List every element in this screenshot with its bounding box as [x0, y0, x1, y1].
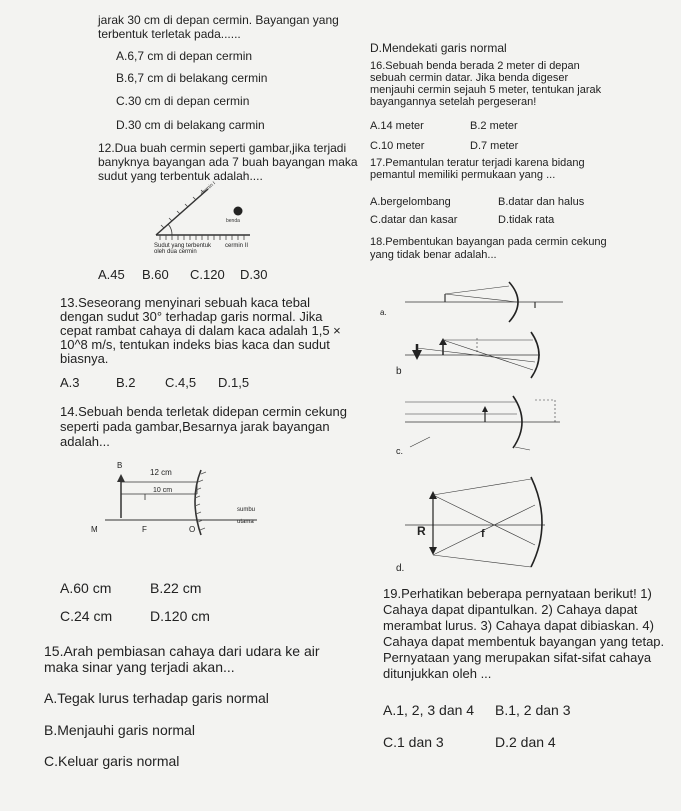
q14-option-c: C.24 cm — [60, 608, 113, 624]
q13-text-line2: dengan sudut 30° terhadap garis normal. Jika — [60, 309, 323, 324]
q14-point-f: F — [142, 525, 147, 534]
q18-d-r-label: R — [417, 524, 426, 538]
q18-diagram-a — [405, 280, 565, 325]
q13-text-line3: cepat rambat cahaya di dalam kaca adalah 1,5 × — [60, 323, 341, 338]
q19-text-line6: ditunjukkan oleh ... — [383, 666, 492, 681]
q12-option-a: A.45 — [98, 267, 125, 282]
q15-option-c: C.Keluar garis normal — [44, 753, 180, 769]
q14-distance-12: 12 cm — [150, 468, 172, 477]
q12-benda-label: benda — [226, 218, 240, 224]
q18-label-d: d. — [396, 563, 405, 574]
q13-text-line5: biasnya. — [60, 351, 109, 366]
q19-option-d: D.2 dan 4 — [495, 734, 556, 750]
q14-point-m: M — [91, 525, 98, 534]
q18-d-f-label: f — [481, 528, 485, 540]
q19-text-line5: Pernyataan yang merupakan sifat-sifat cahaya — [383, 650, 652, 665]
q11-option-b: B.6,7 cm di belakang cermin — [116, 71, 268, 85]
q16-text-line3: menjauhi cermin sejauh 5 meter, tentukan jarak — [370, 84, 602, 96]
q14-utama-label: utama — [237, 519, 254, 525]
q16-text-line4: bayangannya setelah pergeseran! — [370, 96, 537, 108]
q16-option-a: A.14 meter — [370, 120, 424, 132]
q12-option-b: B.60 — [142, 267, 169, 282]
q12-caption-line1: Sudut yang terbentuk — [154, 243, 212, 249]
q17-option-d: D.tidak rata — [498, 214, 555, 226]
q18-diagram-b — [405, 330, 555, 380]
q16-text-line2: sebuah cermin datar. Jika benda digeser — [370, 72, 569, 84]
q11-option-d: D.30 cm di belakang carmin — [116, 118, 265, 132]
q13-text-line1: 13.Seseorang menyinari sebuah kaca tebal — [60, 295, 311, 310]
q13-option-c: C.4,5 — [165, 375, 197, 390]
q11-option-c: C.30 cm di depan cermin — [116, 94, 250, 108]
q15-option-a: A.Tegak lurus terhadap garis normal — [44, 690, 269, 706]
q11-option-d-normal: D.Mendekati garis normal — [370, 41, 507, 55]
q15-text-line1: 15.Arah pembiasan cahaya dari udara ke air — [44, 643, 320, 659]
q19-text-line4: Cahaya dapat membentuk bayangan yang tetap. — [383, 634, 665, 649]
q11-option-a: A.6,7 cm di depan cermin — [116, 49, 253, 63]
q19-option-b: B.1, 2 dan 3 — [495, 702, 571, 718]
q12-mirror-i-label: cermin I — [199, 180, 217, 197]
q11-text-line1: jarak 30 cm di depan cermin. Bayangan yang — [98, 13, 339, 27]
q19-text-line3: merambat lurus. 3) Cahaya dapat dibiaskan. 4) — [383, 618, 654, 633]
q18-diagram-c — [405, 392, 565, 452]
q14-option-a: A.60 cm — [60, 580, 112, 596]
q17-option-b: B.datar dan halus — [498, 196, 585, 208]
q16-option-b: B.2 meter — [470, 120, 518, 132]
q11-text-line2: terbentuk terletak pada...... — [98, 27, 241, 41]
q12-object-dot — [234, 207, 243, 216]
q14-sumbu-label: sumbu — [237, 507, 256, 513]
q17-text-line1: 17.Pemantulan teratur terjadi karena bidang — [370, 157, 585, 169]
q12-text-line3: sudut yang terbentuk adalah.... — [98, 169, 263, 183]
q14-option-d: D.120 cm — [150, 608, 210, 624]
q18-text-line2: yang tidak benar adalah... — [370, 249, 497, 261]
q12-text-line1: 12.Dua buah cermin seperti gambar,jika terjadi — [98, 141, 347, 155]
q14-text-line3: adalah... — [60, 434, 110, 449]
q16-option-d: D.7 meter — [470, 140, 519, 152]
q18-label-a: a. — [380, 308, 387, 317]
q17-text-line2: pemantul memiliki permukaan yang ... — [370, 169, 556, 181]
q17-option-c: C.datar dan kasar — [370, 214, 458, 226]
q12-option-d: D.30 — [240, 267, 268, 282]
q14-concave-mirror-figure — [85, 460, 295, 540]
q19-option-a: A.1, 2, 3 dan 4 — [383, 702, 475, 718]
q19-text-line2: Cahaya dapat dipantulkan. 2) Cahaya dapat — [383, 602, 638, 617]
q19-option-c: C.1 dan 3 — [383, 734, 444, 750]
q14-text-line2: seperti pada gambar,Besarnya jarak bayangan — [60, 419, 330, 434]
q12-option-c: C.120 — [190, 267, 225, 282]
q14-point-o: O — [189, 525, 196, 534]
q16-text-line1: 16.Sebuah benda berada 2 meter di depan — [370, 60, 580, 72]
q18-label-b: b — [396, 366, 402, 377]
q19-text-line1: 19.Perhatikan beberapa pernyataan berikut! 1) — [383, 586, 652, 601]
q15-text-line2: maka sinar yang terjadi akan... — [44, 659, 235, 675]
q12-caption-line2: oleh dua cermin — [154, 249, 197, 255]
q16-option-c: C.10 meter — [370, 140, 425, 152]
q13-text-line4: 10^8 m/s, tentukan indeks bias kaca dan sudut — [60, 337, 330, 352]
q18-label-c: c. — [396, 446, 404, 456]
q14-text-line1: 14.Sebuah benda terletak didepan cermin cekung — [60, 404, 347, 419]
q14-option-b: B.22 cm — [150, 580, 202, 596]
q15-option-b: B.Menjauhi garis normal — [44, 722, 195, 738]
q12-cermin-label: cermin II — [225, 243, 249, 249]
q17-option-a: A.bergelombang — [370, 196, 451, 208]
q18-diagram-d — [405, 475, 555, 570]
q13-option-d: D.1,5 — [218, 375, 250, 390]
q14-distance-10: 10 cm — [153, 487, 173, 494]
q18-text-line1: 18.Pembentukan bayangan pada cermin cekung — [370, 236, 607, 248]
q13-option-a: A.3 — [60, 375, 80, 390]
q12-text-line2: banyknya bayangan ada 7 buah bayangan maka — [98, 155, 358, 169]
q14-object-label: B — [117, 461, 123, 470]
q13-option-b: B.2 — [116, 375, 136, 390]
